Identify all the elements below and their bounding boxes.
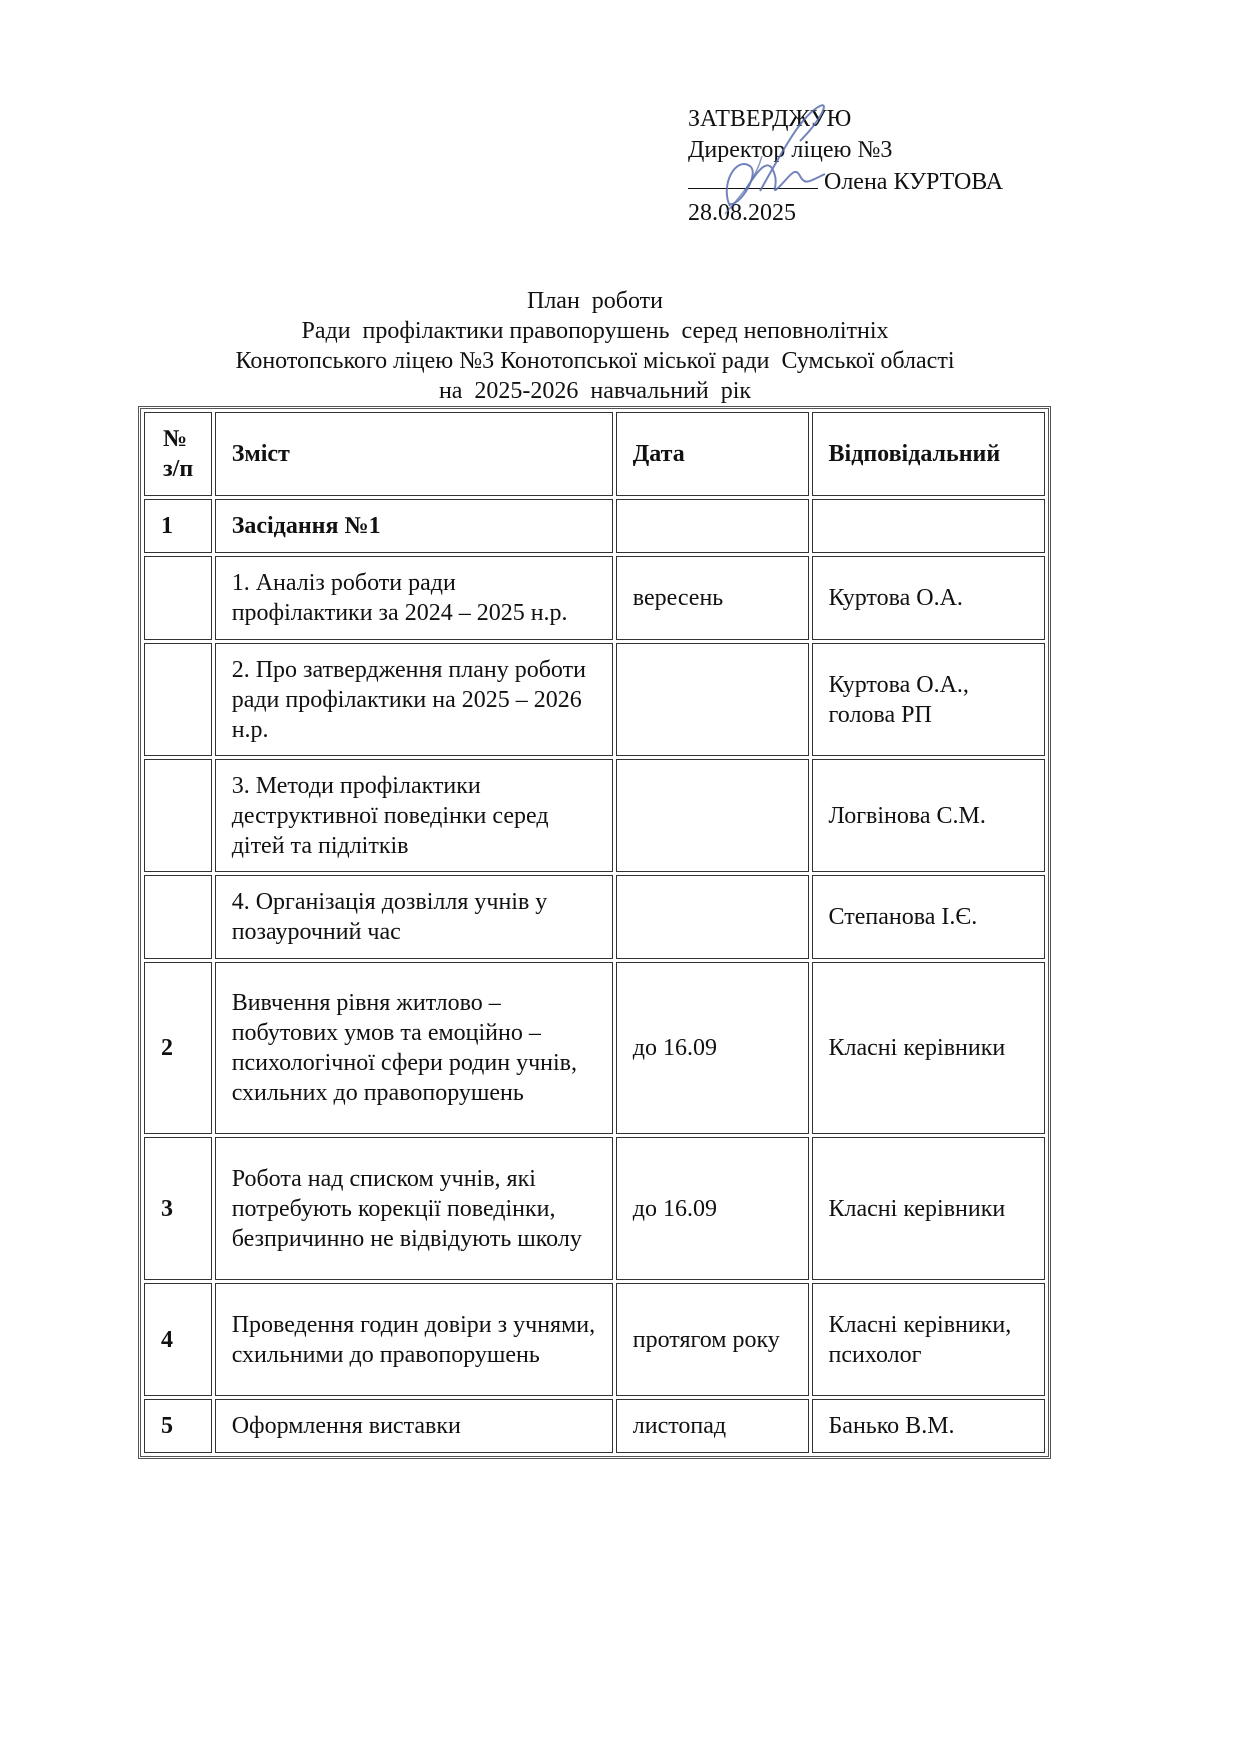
- cell-date: до 16.09: [616, 962, 809, 1134]
- cell-num: [144, 643, 212, 756]
- title-line-1: План роботи: [526, 288, 664, 314]
- approval-label: ЗАТВЕРДЖУЮ: [688, 106, 852, 132]
- cell-content: 3. Методи профілактики деструктивної поведінки серед дітей та підлітків: [215, 759, 613, 872]
- header-date: Дата: [616, 412, 809, 496]
- header-responsible: Відповідальний: [812, 412, 1045, 496]
- cell-date: протягом року: [616, 1283, 809, 1396]
- cell-responsible: Класні керівники: [812, 1137, 1045, 1280]
- cell-date: [616, 875, 809, 959]
- approval-name: Олена КУРТОВА: [824, 169, 1004, 195]
- cell-responsible: Степанова І.Є.: [812, 875, 1045, 959]
- cell-responsible: Куртова О.А.: [812, 556, 1045, 640]
- title-line-3: Конотопського ліцею №3 Конотопської міської ради Сумської області: [235, 348, 955, 374]
- cell-responsible: Класні керівники: [812, 962, 1045, 1134]
- signature-underline: [688, 166, 818, 189]
- cell-responsible: [812, 499, 1045, 553]
- table-body: [144, 499, 1045, 1453]
- table-header-row: [144, 412, 1045, 496]
- cell-responsible: Банько В.М.: [812, 1399, 1045, 1453]
- approval-block: [688, 104, 1003, 229]
- cell-num: 2: [144, 962, 212, 1134]
- cell-content: Засідання №1: [215, 499, 613, 553]
- approval-signature-line: [688, 166, 1003, 198]
- document-title: [0, 286, 1190, 406]
- approval-date: 28.08.2025: [688, 200, 796, 226]
- cell-date: до 16.09: [616, 1137, 809, 1280]
- cell-date: [616, 759, 809, 872]
- title-line-4: на 2025-2026 навчальний рік: [438, 378, 752, 404]
- cell-num: 1: [144, 499, 212, 553]
- cell-num: 4: [144, 1283, 212, 1396]
- cell-date: [616, 643, 809, 756]
- cell-date: листопад: [616, 1399, 809, 1453]
- cell-num: [144, 556, 212, 640]
- cell-content: Оформлення виставки: [215, 1399, 613, 1453]
- cell-content: 2. Про затвердження плану роботи ради профілактики на 2025 – 2026 н.р.: [215, 643, 613, 756]
- cell-responsible: Куртова О.А., голова РП: [812, 643, 1045, 756]
- table-row: [144, 1283, 1045, 1396]
- cell-content: 4. Організація дозвілля учнів у позаурочний час: [215, 875, 613, 959]
- table-row: [144, 1399, 1045, 1453]
- cell-date: [616, 499, 809, 553]
- cell-content: Проведення годин довіри з учнями, схильними до правопорушень: [215, 1283, 613, 1396]
- cell-responsible: Логвінова С.М.: [812, 759, 1045, 872]
- table-row: [144, 1137, 1045, 1280]
- cell-num: [144, 875, 212, 959]
- cell-num: [144, 759, 212, 872]
- table-row: [144, 499, 1045, 553]
- cell-responsible: Класні керівники, психолог: [812, 1283, 1045, 1396]
- cell-content: 1. Аналіз роботи ради профілактики за 2024 – 2025 н.р.: [215, 556, 613, 640]
- cell-date: вересень: [616, 556, 809, 640]
- cell-num: 3: [144, 1137, 212, 1280]
- cell-num: 5: [144, 1399, 212, 1453]
- cell-content: Вивчення рівня житлово – побутових умов та емоційно – психологічної сфери родин учнів, схильних до правопорушень: [215, 962, 613, 1134]
- header-num: № з/п: [144, 412, 212, 496]
- table-row: [144, 759, 1045, 872]
- plan-table: [138, 406, 1051, 1459]
- title-line-2: Ради профілактики правопорушень серед неповнолітніх: [301, 318, 889, 344]
- cell-content: Робота над списком учнів, які потребують корекції поведінки, безпричинно не відвідують школу: [215, 1137, 613, 1280]
- table-row: [144, 556, 1045, 640]
- header-content: Зміст: [215, 412, 613, 496]
- approval-position: Директор ліцею №3: [688, 137, 893, 163]
- table-row: [144, 643, 1045, 756]
- table-row: [144, 875, 1045, 959]
- table-row: [144, 962, 1045, 1134]
